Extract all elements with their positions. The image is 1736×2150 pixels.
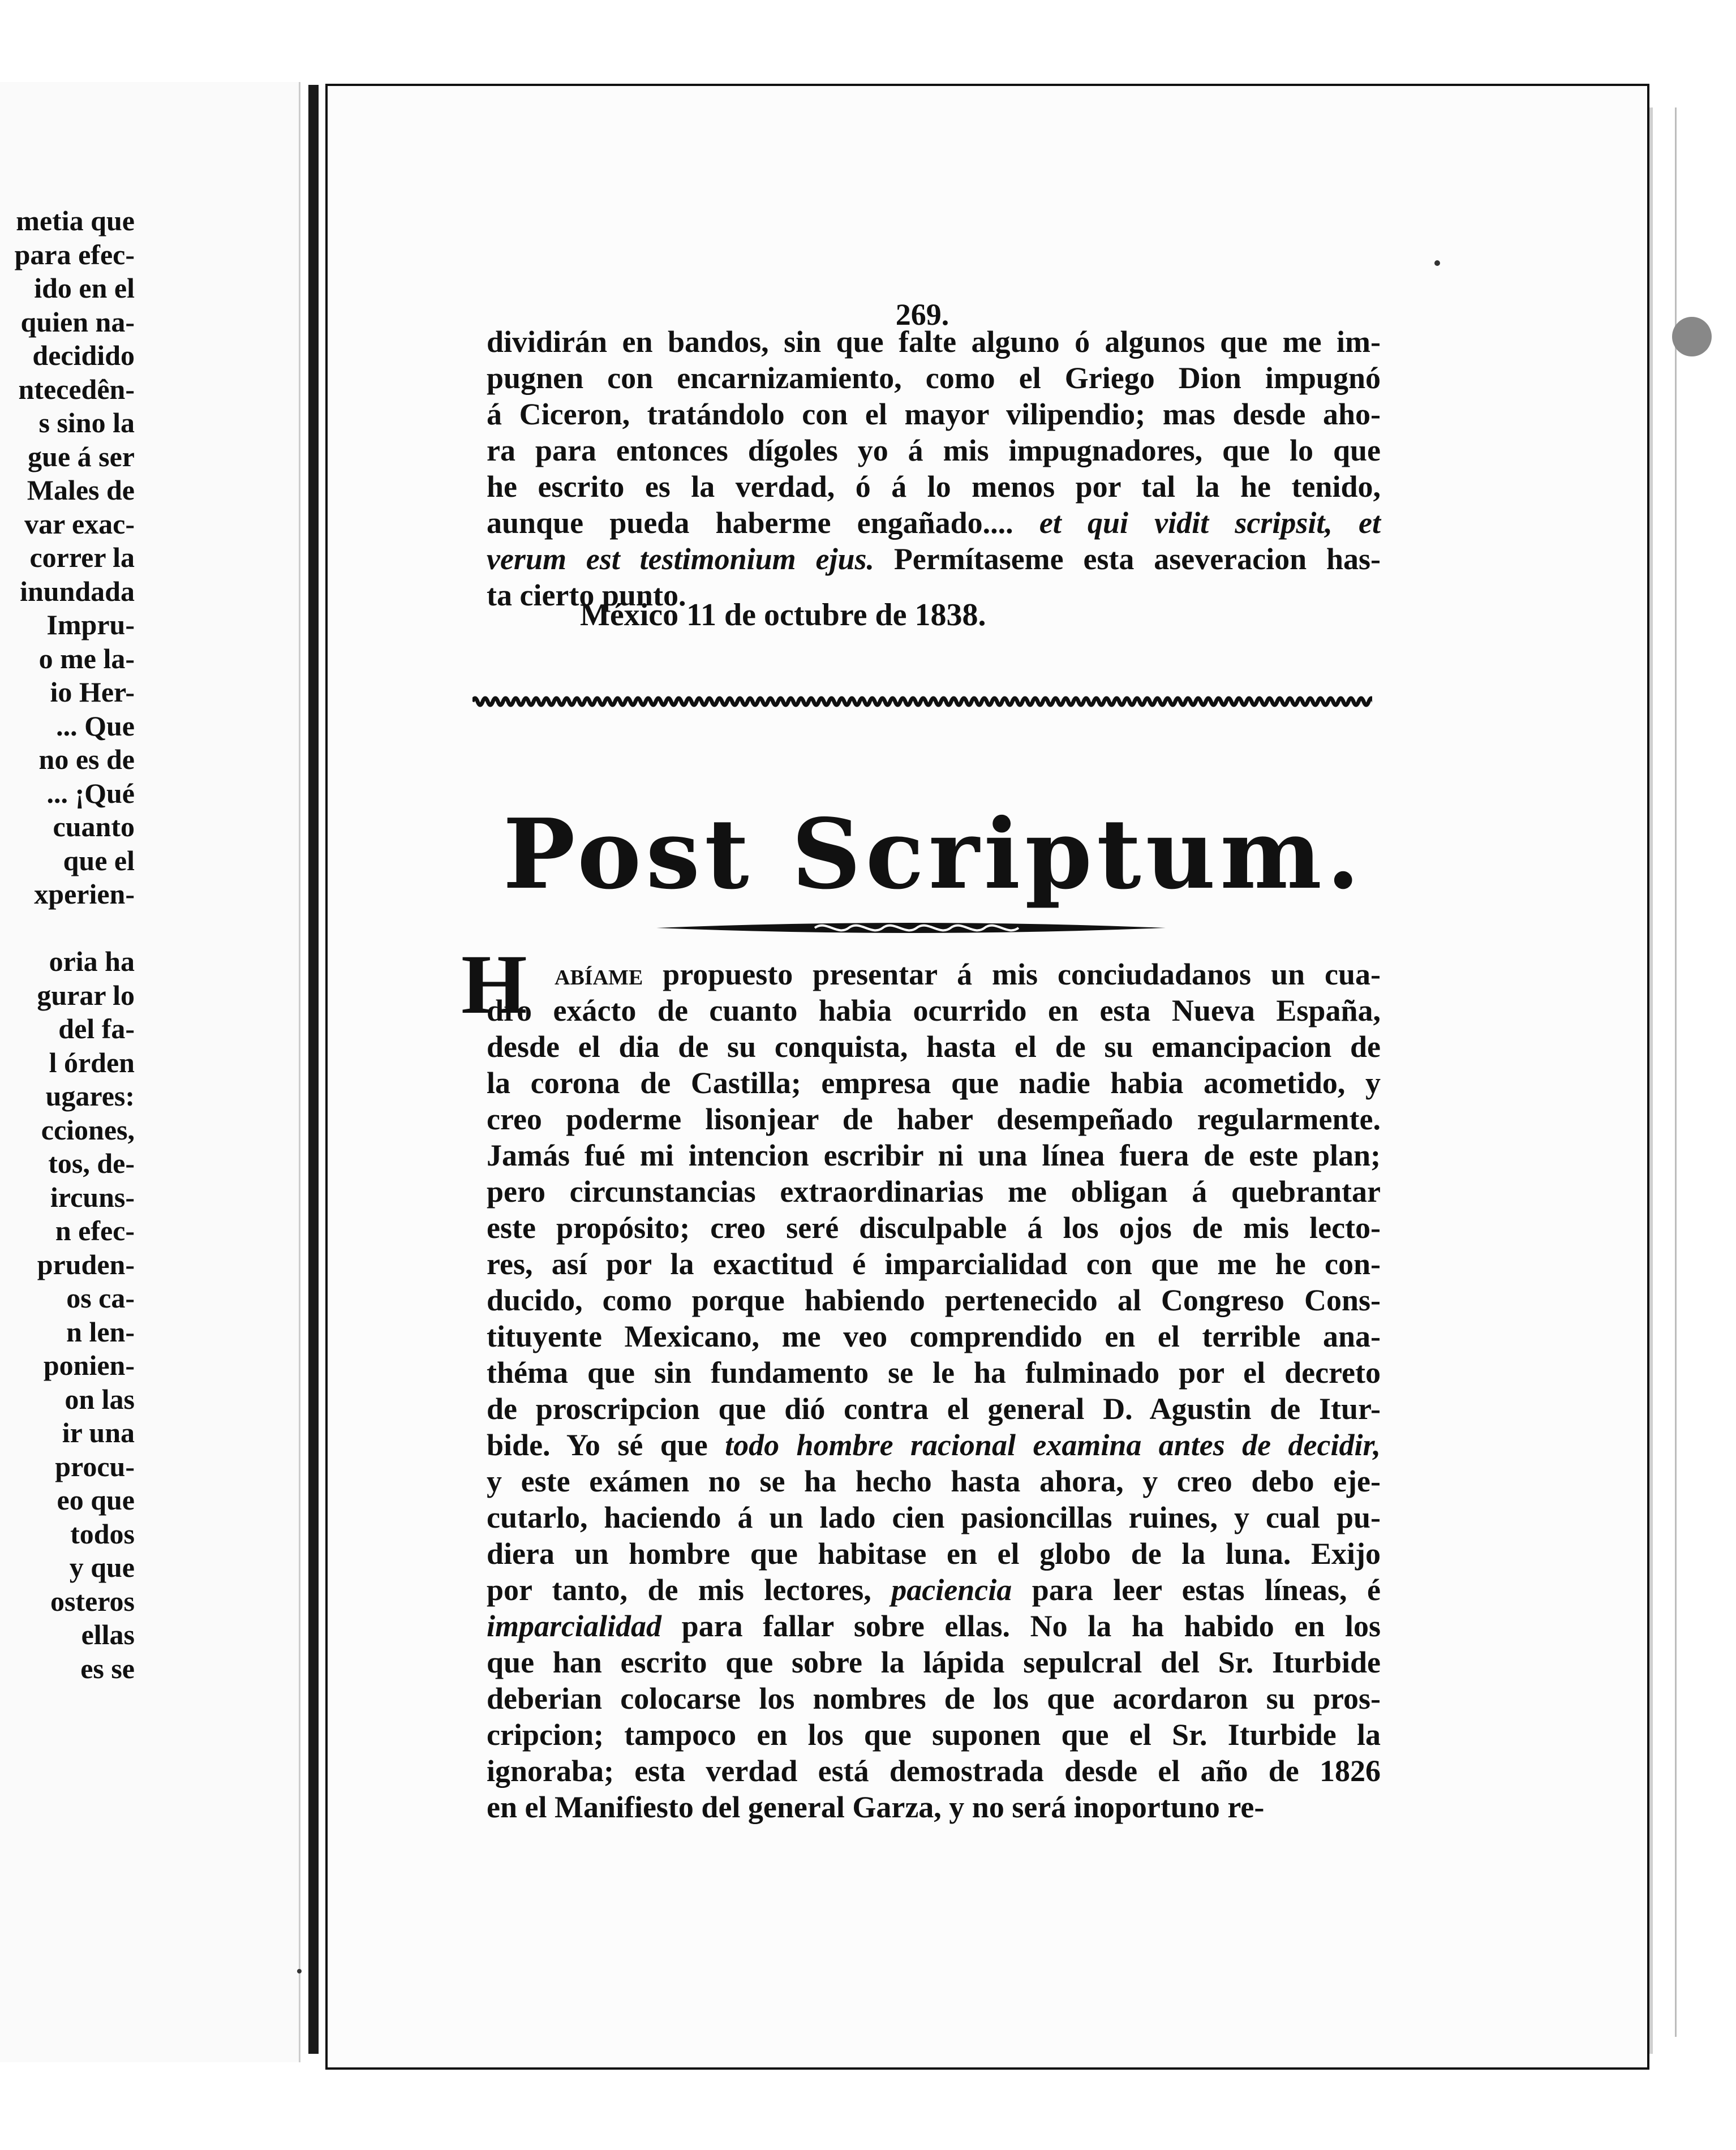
text-line [487,1789,1381,1825]
text-line [487,1354,1381,1391]
previous-page-fragment [0,82,300,2062]
left-page-line: io Her- [50,676,135,708]
dateline: México 11 de octubre de 1838. [580,597,986,633]
left-page-line: ... ¡Qué [46,777,135,809]
text-run: Jamás fué mi intencion escribir ni una línea fuera de este plan; [487,1138,1381,1172]
text-run: este propósito; creo seré disculpable á los ojos de mis lecto- [487,1211,1381,1245]
left-page-line: pruden- [37,1248,135,1280]
text-line [487,1499,1381,1536]
left-page-line: oria ha [49,945,135,977]
left-page-line: ntecedên- [18,373,135,405]
page-edge [1649,108,1653,2054]
text-line [487,360,1381,396]
left-page-line: ugares: [45,1080,135,1112]
left-page-line: Impru- [46,609,135,640]
italic-phrase: imparcialidad [487,1609,661,1643]
text-run: aunque pueda haberme engañado.... [487,506,1039,540]
text-line [487,541,1381,577]
text-run: res, así por la exactitud é imparcialidad con que me he con- [487,1247,1381,1281]
text-line [487,1137,1381,1173]
left-page-line: ido en el [34,272,135,304]
text-line [487,1101,1381,1137]
text-run: deberian colocarse los nombres de los que acordaron su pros- [487,1682,1381,1715]
text-line [487,1644,1381,1680]
left-page-line: xperien- [34,878,135,910]
text-line [487,1680,1381,1717]
left-page-line: para efec- [14,238,135,270]
left-page-line: n len- [66,1315,135,1348]
left-page-line: s sino la [38,407,135,438]
post-scriptum-body [487,956,1381,1825]
text-line [487,1318,1381,1354]
text-line [487,1753,1381,1789]
left-page-line: correr la [29,541,135,573]
left-page-line: cciones, [41,1113,135,1146]
text-run: por tanto, de mis lectores, [487,1573,892,1607]
text-run: ducido, como porque habiendo pertenecido al Congreso Cons- [487,1283,1381,1317]
text-line [487,1210,1381,1246]
left-page-line: del fa- [58,1013,135,1044]
left-page-line: que el [63,844,135,876]
speck [1672,317,1712,356]
left-page-line: todos [70,1517,135,1550]
left-page-line: no es de [38,743,135,775]
left-page-line: cuanto [53,811,135,842]
text-run: dro exácto de cuanto habia ocurrido en esta Nueva España, [487,994,1381,1027]
text-run: dividirán en bandos, sin que falte alguno ó algunos que me im- [487,325,1381,359]
ornamental-rule [656,917,1166,939]
text-line [487,1427,1381,1463]
text-run: y este exámen no se ha hecho hasta ahora, y creo debo eje- [487,1464,1381,1498]
section-title: Post Scriptum. [502,798,1365,911]
speck [1434,260,1440,266]
text-line [487,1246,1381,1282]
left-page-line: os ca- [66,1282,135,1314]
text-run: propuesto presentar á mis conciudadanos un cua- [663,957,1381,991]
text-line [487,468,1381,505]
left-page-line: Males de [27,474,135,506]
left-page-line: y que [69,1551,135,1583]
italic-phrase: paciencia [891,1573,1012,1607]
text-line [487,1173,1381,1210]
left-page-line: inundada [20,575,135,607]
text-run: que han escrito que sobre la lápida sepulcral del Sr. Iturbide [487,1645,1381,1679]
text-run: la corona de Castilla; empresa que nadie habia acometido, y [487,1066,1381,1100]
page-number: 269. [895,298,949,332]
left-page-line: ... Que [56,710,135,742]
text-line [487,1463,1381,1499]
text-run: á Ciceron, tratándolo con el mayor vilipendio; mas desde aho- [487,397,1381,431]
left-page-line: ellas [81,1619,135,1650]
left-page-line: gue á ser [28,440,135,472]
left-page-line: var exac- [24,508,135,540]
left-page-line: ir una [62,1417,135,1448]
text-line [487,396,1381,432]
text-run: cripcion; tampoco en los que suponen que el Sr. Iturbide la [487,1718,1381,1752]
speck [297,1969,302,1973]
text-run: creo poderme lisonjear de haber desempeñado regularmente. [487,1102,1381,1136]
left-page-line: o me la- [38,642,135,674]
text-run: Permítaseme esta aseveracion has- [874,542,1381,576]
text-line [487,505,1381,541]
drop-cap: H [461,938,527,1031]
left-page-line: ponien- [43,1349,135,1381]
left-page-line: es se [80,1652,135,1684]
left-page-line: decidido [32,339,135,371]
text-line [487,1065,1381,1101]
text-run: he escrito es la verdad, ó á lo menos por tal la he tenido, [487,470,1381,504]
text-run: para leer estas líneas, é [1012,1573,1381,1607]
text-run: théma que sin fundamento se le ha fulminado por el decreto [487,1356,1381,1390]
text-line [487,432,1381,468]
left-page-line: eo que [57,1484,135,1516]
text-run: tituyente Mexicano, me veo comprendido en el terrible ana- [487,1319,1381,1353]
text-line [487,1717,1381,1753]
text-run: desde el dia de su conquista, hasta el de su emancipacion de [487,1030,1381,1064]
text-run: bide. Yo sé que [487,1428,725,1462]
text-line [487,992,1381,1029]
text-run: en el Manifiesto del general Garza, y no será inoportuno re- [487,1790,1265,1824]
text-run: pero circunstancias extraordinarias me obligan á quebrantar [487,1175,1381,1209]
text-line [487,1608,1381,1644]
text-line [487,1572,1381,1608]
left-page-line: osteros [50,1585,135,1617]
italic-phrase: et qui vidit scripsit, et [1039,506,1381,540]
italic-phrase: todo hombre racional examina antes de decidir, [725,1428,1381,1462]
left-page-line: n efec- [55,1215,135,1246]
text-line [487,1536,1381,1572]
text-line [487,324,1381,360]
text-run: ignoraba; esta verdad está demostrada desde el año de 1826 [487,1754,1381,1788]
text-run: ra para entonces dígoles yo á mis impugnadores, que lo que [487,433,1381,467]
page-edge [1675,108,1677,2037]
text-line [487,1391,1381,1427]
text-line [487,1282,1381,1318]
text-run: ta cierto punto. [487,578,686,612]
text-run: pugnen con encarnizamiento, como el Griego Dion impugnó [487,361,1381,395]
text-run: para fallar sobre ellas. No la ha habido en los [661,1609,1381,1643]
book-gutter [308,85,319,2054]
italic-phrase: verum est testimonium ejus. [487,542,874,576]
closing-paragraph [487,324,1381,613]
left-page-line: ircuns- [50,1181,135,1213]
left-page-line: quien na- [20,306,135,338]
left-page-line: procu- [55,1450,135,1482]
left-page-line: on las [65,1383,135,1415]
first-word: abíame [555,957,663,991]
left-page-line: gurar lo [37,979,135,1011]
left-page-line: l órden [49,1046,135,1078]
left-page-line: tos, de- [48,1147,135,1179]
wavy-rule-divider [472,690,1372,713]
left-page-line: metia que [16,205,135,236]
text-line [487,1029,1381,1065]
text-line [487,956,1381,992]
text-run: diera un hombre que habitase en el globo de la luna. Exijo [487,1537,1381,1571]
text-run: de proscripcion que dió contra el general D. Agustin de Itur- [487,1392,1381,1426]
text-run: cutarlo, haciendo á un lado cien pasioncillas ruines, y cual pu- [487,1500,1381,1534]
